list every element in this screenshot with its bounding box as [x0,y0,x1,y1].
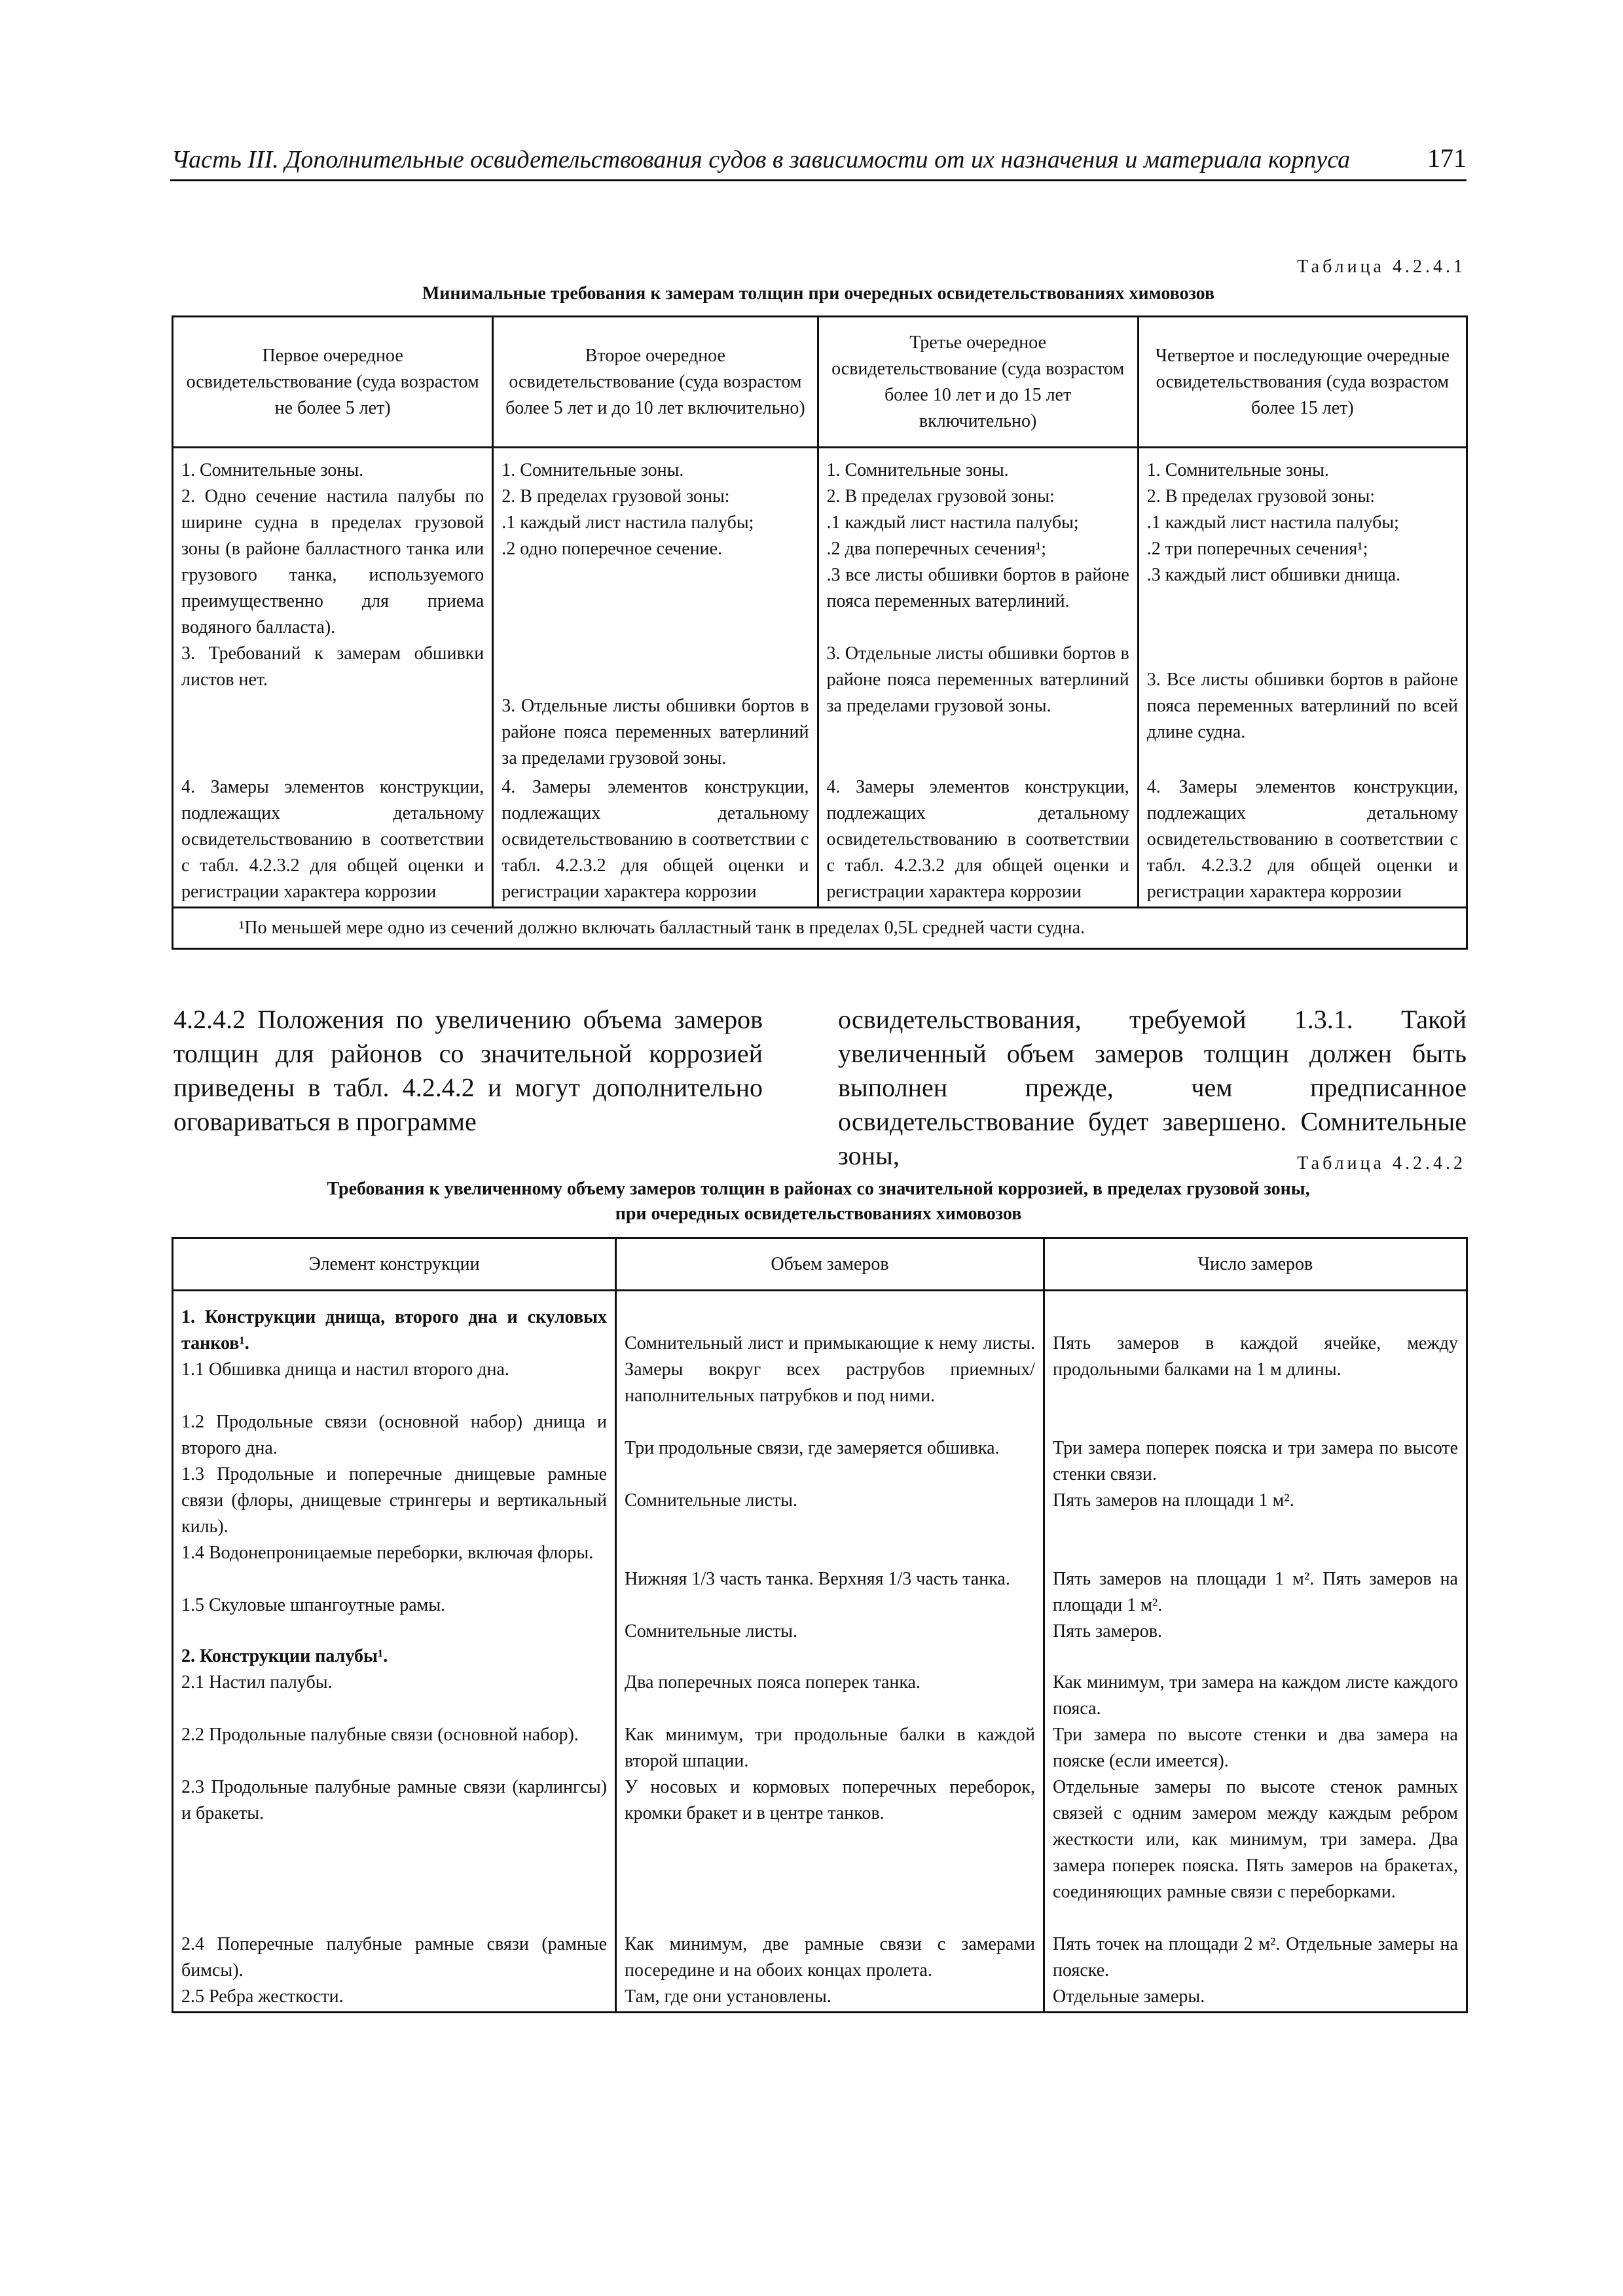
t2-section2-title: 2. Конструкции палубы¹. [181,1646,388,1666]
t1-item: .1 каждый лист настила палубы; [1146,512,1399,533]
t2-scope: Нижняя 1/3 часть танка. Верхняя 1/3 часть танка. [625,1569,1010,1589]
t1-col-header-4: Четвертое и последующие очередные освидетельствования (суда возрастом более 15 лет) [1138,317,1467,448]
t2-element: 1.3 Продольные и поперечные днищевые рамные связи (флоры, днищевые стрингеры и вертикальный киль). [181,1464,608,1537]
t2-scope: Три продольные связи, где замеряется обшивка. [625,1438,1000,1458]
t1-item: 4. Замеры элементов конструкции, подлежащих детальному освидетельствованию в соответствии с табл. 4.2.3.2 для общей оценки и регистрации характера коррозии [1138,773,1467,908]
t1-item: .1 каждый лист настила палубы; [826,512,1079,533]
t2-element: 2.3 Продольные палубные рамные связи (карлингсы) и бракеты. [181,1777,608,1823]
t2-scope: Там, где они установлены. [625,1986,831,2007]
t1-item: 3. Все листы обшивки бортов в районе пояса переменных ватерлиний по всей длине судна. [1146,670,1458,742]
t1-item: 3. Отдельные листы обшивки бортов в районе пояса переменных ватерлиний за пределами грузовой зоны. [826,643,1129,716]
t2-element: 2.1 Настил палубы. [181,1672,333,1693]
t2-col-header-3: Число замеров [1044,1238,1467,1291]
t2-count: Пять замеров. [1053,1621,1162,1641]
t1-row-1 [173,448,1467,774]
page-number: 171 [1427,143,1467,173]
t2-count: Пять замеров в каждой ячейке, между продольными балками на 1 м длины. [1053,1333,1458,1380]
t2-count: Отдельные замеры. [1053,1986,1205,2007]
t2-count: Три замера поперек пояска и три замера по высоте стенки связи. [1053,1438,1458,1484]
t2-count: Пять замеров на площади 1 м². [1053,1490,1294,1511]
t2-count: Отдельные замеры по высоте стенок рамных связей с одним замером между каждым ребром жесткости или, как минимум, три замера. Два замера поперек пояска. Пять замеров на бракетах, соединяющих рамные связи с переборками. [1053,1777,1458,1902]
t1-item: 3. Отдельные листы обшивки бортов в районе пояса переменных ватерлиний за пределами грузовой зоны. [501,696,809,768]
t1-item: 1. Сомнительные зоны. [501,460,684,480]
t2-count: Три замера по высоте стенки и два замера на пояске (если имеется). [1053,1725,1458,1771]
t1-item: .3 каждый лист обшивки днища. [1146,565,1401,585]
t1-item: .2 два поперечных сечения¹; [826,539,1047,559]
t1-item: .3 все листы обшивки бортов в районе пояса переменных ватерлиний. [826,565,1129,611]
t1-item: 3. Требований к замерам обшивки листов нет. [181,643,484,690]
t2-body [173,1291,1467,2013]
t2-scope: У носовых и кормовых поперечных переборок, кромки бракет и в центре танков. [625,1777,1036,1823]
t1-item: 4. Замеры элементов конструкции, подлежащих детальному освидетельствованию в соответствии с табл. 4.2.3.2 для общей оценки и регистрации характера коррозии [173,773,493,908]
t2-scope: Два поперечных пояса поперек танка. [625,1672,921,1693]
t1-item: 4. Замеры элементов конструкции, подлежащих детальному освидетельствованию в соответствии с табл. 4.2.3.2 для общей оценки и регистрации характера коррозии [493,773,818,908]
table2-title-line2: при очередных освидетельствованиях химовозов [615,1204,1022,1224]
t1-item: 2. В пределах грузовой зоны: [826,486,1055,507]
t2-scope: Как минимум, две рамные связи с замерами посередине и на обоих концах пролета. [625,1934,1036,1981]
t1-col-header-3: Третье очередное освидетельствование (суда возрастом более 10 лет и до 15 лет включительно) [818,317,1138,448]
t1-item: 2. Одно сечение настила палубы по ширине судна в пределах грузовой зоны (в районе балластного танка или грузового танка, используемого преимущественно для приема водяного балласта). [181,486,484,637]
t1-item: 1. Сомнительные зоны. [181,460,364,480]
t2-scope: Сомнительный лист и примыкающие к нему листы. Замеры вокруг всех раструбов приемных/наполнительных патрубков и под ними. [625,1333,1036,1406]
t1-item: 1. Сомнительные зоны. [826,460,1009,480]
t2-col-header-2: Объем замеров [616,1238,1044,1291]
running-title: Часть III. Дополнительные освидетельствования судов в зависимости от их назначения и материала корпуса [172,146,1351,173]
table2-label: Таблица 4.2.4.2 [1297,1153,1466,1174]
t2-scope: Как минимум, три продольные балки в каждой второй шпации. [625,1725,1036,1771]
t2-section1-title: 1. Конструкции днища, второго дна и скуловых танков¹. [181,1307,608,1354]
t1-row-4 [173,773,1467,908]
t1-footnote: ¹По меньшей мере одно из сечений должно включать балластный танк в пределах 0,5L средней части судна. [173,908,1467,949]
paragraph-left: 4.2.4.2 Положения по увеличению объема замеров толщин для районов со значительной коррозией приведены в табл. 4.2.4.2 и могут дополнительно оговариваться в программе [173,1005,763,1136]
t1-item: 1. Сомнительные зоны. [1146,460,1329,480]
t2-count: Как минимум, три замера на каждом листе каждого пояса. [1053,1672,1458,1719]
t1-item: 2. В пределах грузовой зоны: [1146,486,1376,507]
t2-count: Пять замеров на площади 1 м². Пять замеров на площади 1 м². [1053,1569,1458,1615]
t2-col-header-1: Элемент конструкции [173,1238,616,1291]
page-header [170,139,1467,181]
table-minimum-requirements [172,315,1468,950]
t2-scope: Сомнительные листы. [625,1490,797,1511]
t1-item: .2 одно поперечное сечение. [501,539,723,559]
table2-title-line1: Требования к увеличенному объему замеров толщин в районах со значительной коррозией, в пределах грузовой зоны, [327,1179,1310,1199]
t2-scope: Сомнительные листы. [625,1621,797,1641]
t2-element: 1.2 Продольные связи (основной набор) днища и второго дна. [181,1412,608,1458]
t1-item: .1 каждый лист настила палубы; [501,512,754,533]
t2-element: 2.4 Поперечные палубные рамные связи (рамные бимсы). [181,1934,608,1981]
table1-title: Минимальные требования к замерам толщин при очередных освидетельствованиях химовозов [422,283,1215,304]
table-increased-scope [172,1237,1468,2013]
t1-item: 4. Замеры элементов конструкции, подлежащих детальному освидетельствованию в соответствии с табл. 4.2.3.2 для общей оценки и регистрации характера коррозии [818,773,1138,908]
table1-label: Таблица 4.2.4.1 [1297,257,1466,277]
t1-col-header-1: Первое очередное освидетельствование (суда возрастом не более 5 лет) [173,317,493,448]
t1-footnote-row [173,908,1467,949]
t2-count: Пять точек на площади 2 м². Отдельные замеры на пояске. [1053,1934,1458,1981]
t2-element: 2.2 Продольные палубные связи (основной набор). [181,1725,579,1745]
t2-element: 1.5 Скуловые шпангоутные рамы. [181,1595,446,1615]
t2-element: 1.1 Обшивка днища и настил второго дна. [181,1359,509,1380]
paragraph-right: освидетельствования, требуемой 1.3.1. Такой увеличенный объем замеров толщин должен быть выполнен прежде, чем предписанное освидетельствование будет завершено. Сомнительные зоны, [838,1005,1467,1170]
t1-col-header-2: Второе очередное освидетельствование (суда возрастом более 5 лет и до 10 лет включительно) [493,317,818,448]
t1-item: 2. В пределах грузовой зоны: [501,486,730,507]
t2-element: 1.4 Водонепроницаемые переборки, включая флоры. [181,1543,594,1563]
t2-element: 2.5 Ребра жесткости. [181,1986,344,2007]
t1-item: .2 три поперечных сечения¹; [1146,539,1368,559]
